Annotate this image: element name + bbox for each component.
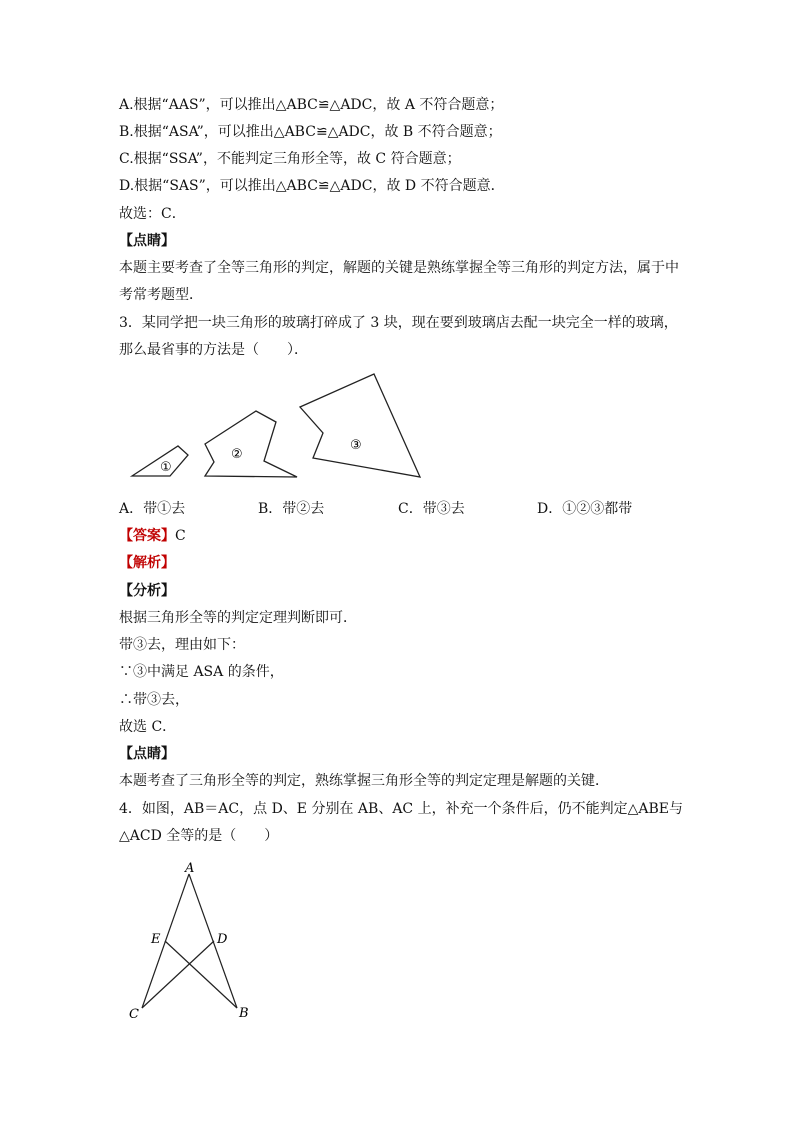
reason-because: ∵③中满足 ASA 的条件， (119, 664, 284, 680)
question-4-text-cont: △ACD 全等的是（ ） (119, 828, 279, 844)
vertex-label-b: B (239, 1006, 249, 1021)
comment-text-2: 本题考查了三角形全等的判定，熟练掌握三角形全等的判定定理是解题的关键． (119, 773, 609, 789)
vertex-label-d: D (217, 932, 228, 947)
comment-heading-2: 【点睛】 (119, 746, 175, 762)
vertex-label-a: A (185, 861, 195, 876)
glass-piece-2 (205, 411, 297, 477)
piece-2-label: ② (231, 447, 243, 462)
analysis-heading: 【解析】 (119, 555, 175, 571)
choice-result: 故选：C． (119, 206, 186, 222)
solution-line-b: B.根据“ASA”，可以推出△ABC≌△ADC，故 B 不符合题意； (119, 124, 502, 140)
option-d: D．①②③都带 (537, 501, 633, 517)
piece-3-label: ③ (350, 438, 362, 453)
reason-therefore: ∴带③去， (119, 692, 189, 708)
choice-result-2: 故选 C． (119, 719, 177, 735)
reason-intro: 带③去，理由如下： (119, 637, 245, 653)
glass-piece-3 (300, 374, 420, 477)
solution-line-a: A.根据“AAS”，可以推出△ABC≌△ADC，故 A 不符合题意； (119, 97, 504, 113)
comment-text-cont: 考常考题型． (119, 287, 203, 303)
solution-line-c: C.根据“SSA”，不能判定三角形全等，故 C 符合题意； (119, 151, 461, 167)
question-3-text: 3．某同学把一块三角形的玻璃打碎成了 3 块，现在要到玻璃店去配一块完全一样的玻璃， (119, 315, 678, 331)
comment-heading: 【点睛】 (119, 233, 175, 249)
analysis-text: 根据三角形全等的判定定理判断即可． (119, 610, 357, 626)
piece-1-label: ① (160, 460, 172, 475)
answer-label: 【答案】 (119, 528, 175, 544)
figure-triangles (129, 861, 249, 1022)
option-a: A．带①去 (119, 501, 186, 517)
vertex-label-c: C (129, 1007, 139, 1022)
question-4-text: 4．如图，AB＝AC，点 D、E 分别在 AB、AC 上，补充一个条件后，仍不能判定△ABE与 (119, 801, 683, 817)
analysis-subheading: 【分析】 (119, 583, 175, 599)
solution-line-d: D.根据“SAS”，可以推出△ABC≌△ADC，故 D 不符合题意． (119, 178, 505, 194)
comment-text: 本题主要考查了全等三角形的判定，解题的关键是熟练掌握全等三角形的判定方法，属于中 (119, 260, 679, 276)
answer-line (119, 527, 186, 545)
answer-value: C (175, 528, 186, 544)
question-3-text-cont: 那么最省事的方法是（ ）． (119, 342, 308, 358)
option-c: C．带③去 (398, 501, 465, 517)
option-b: B．带②去 (258, 501, 325, 517)
vertex-label-e: E (151, 932, 161, 947)
